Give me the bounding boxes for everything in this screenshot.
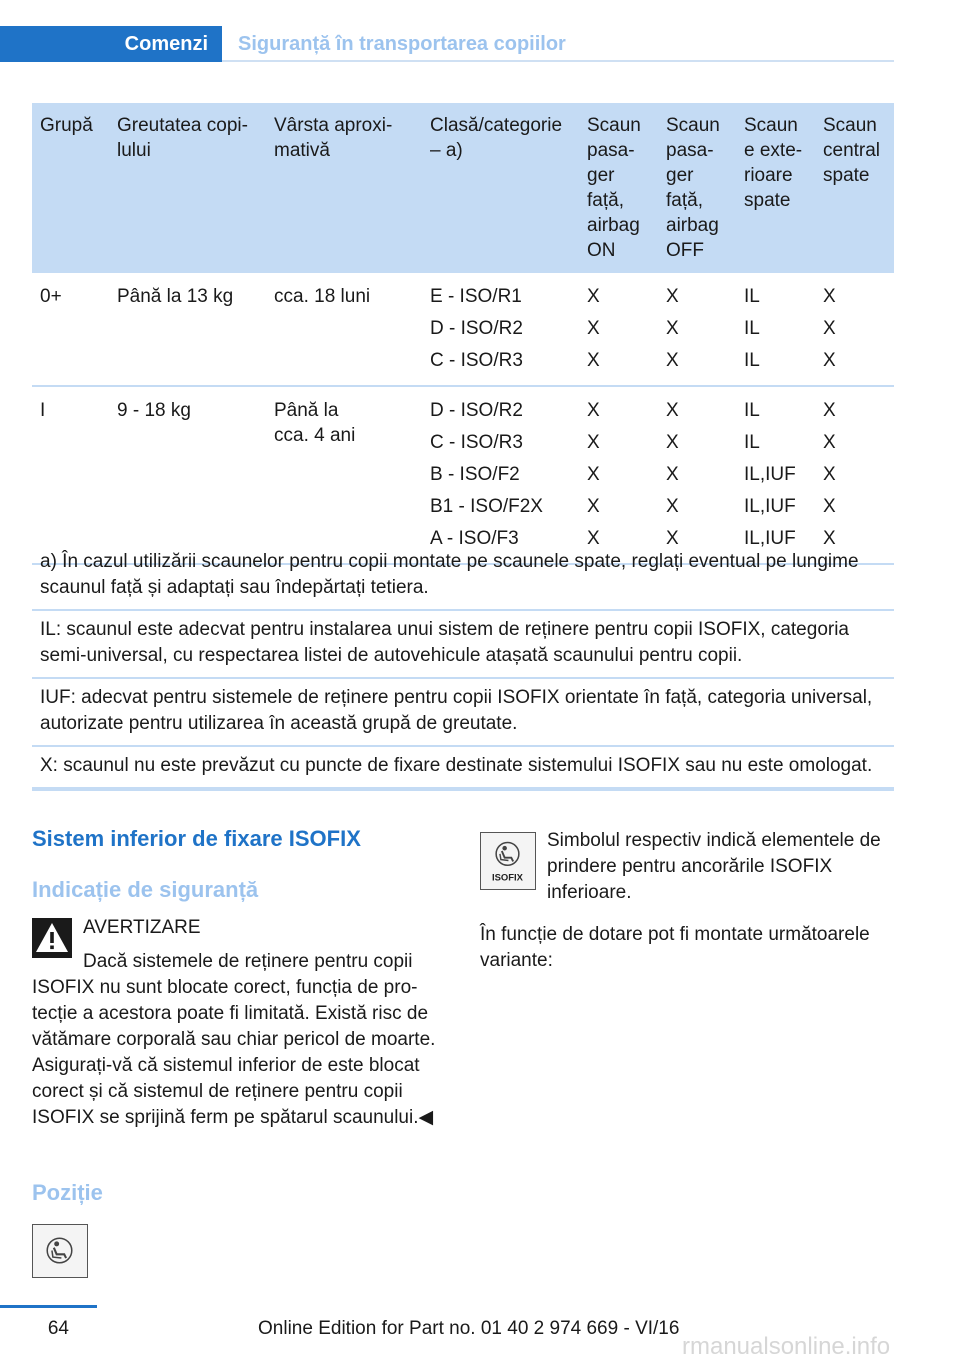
table-row — [32, 386, 894, 564]
cell-value: X — [823, 318, 836, 339]
column-header-line: rioare — [744, 165, 793, 186]
column-header-line: Scaun — [744, 115, 798, 136]
warning-body: Dacă sistemele de reținere pentru copii ISOFIX nu sunt blocate corect, funcția de protecție a acestora poate fi limitată. Există risc de vătămare corporală sau chiar pericol de moarte. Asigurați-vă că sistemul inferior de este blocat corect și că sistemul de reținere pentru copii ISOFIX se sprijină ferm pe spătarul scaunului.◀ — [32, 951, 436, 1128]
column-header-line: spate — [823, 165, 870, 186]
class-cell — [422, 386, 579, 564]
variants-text: În funcție de dotare pot fi montate următoarele variante: — [480, 924, 870, 971]
cell-value: X — [587, 528, 600, 549]
column-header-line: pasa- — [666, 140, 714, 161]
cell-value: IL — [744, 432, 760, 453]
column-header-line: față, — [587, 190, 624, 211]
table-notes — [32, 543, 894, 791]
column-header — [266, 103, 422, 273]
column-header-line: airbag — [587, 215, 640, 236]
column-header-line: Vârsta aproxi- — [274, 115, 393, 136]
cell-value: B1 - ISO/F2X — [430, 496, 543, 517]
column-header-line: Greutatea copi- — [117, 115, 248, 136]
column-header-line: ON — [587, 240, 616, 261]
cell-value: IL — [744, 350, 760, 371]
cell-value: IL,IUF — [744, 496, 796, 517]
warning-title: AVERTIZARE — [83, 917, 201, 938]
safety-subheading: Indicație de siguranță — [32, 877, 259, 902]
weight-cell: Până la 13 kg — [109, 273, 266, 386]
cell-value: X — [666, 528, 679, 549]
child-seat-icon — [32, 1224, 88, 1278]
rear-center-cell — [815, 386, 894, 564]
column-header — [658, 103, 736, 273]
column-header — [736, 103, 815, 273]
note-iuf: IUF: adecvat pentru sistemele de reținere pentru copii ISOFIX orientate în față, categoria universal, autorizate pentru utilizarea în această grupă de greutate. — [32, 679, 894, 747]
cell-value: X — [587, 464, 600, 485]
cell-value: IL — [744, 286, 760, 307]
svg-text:ISOFIX: ISOFIX — [492, 872, 523, 884]
note-il: IL: scaunul este adecvat pentru instalarea unui sistem de reținere pentru copii ISOFIX, categoria semi-universal, cu respectarea listei de autovehicule atașată scaunului pentru copii. — [32, 611, 894, 679]
column-header-line: Clasă/categorie — [430, 115, 563, 136]
rear-outer-cell — [736, 386, 815, 564]
cell-value: X — [823, 350, 836, 371]
cell-value: IL,IUF — [744, 528, 796, 549]
cell-value: X — [666, 318, 679, 339]
cell-value: X — [666, 350, 679, 371]
cell-value: X — [823, 400, 836, 421]
cell-value: X — [666, 286, 679, 307]
column-header-line: față, — [666, 190, 703, 211]
cell-value: X — [823, 496, 836, 517]
cell-value: IL — [744, 400, 760, 421]
column-header-line: lului — [117, 140, 151, 161]
cell-value: X — [823, 432, 836, 453]
cell-value: X — [587, 496, 600, 517]
table-row — [32, 273, 894, 386]
cell-value: X — [587, 432, 600, 453]
column-header — [579, 103, 658, 273]
table-header-row — [32, 103, 894, 273]
isofix-symbol-text: Simbolul respectiv indică elementele de prindere pentru ancorările ISOFIX inferioare. — [547, 830, 881, 903]
column-header-line: Scaun — [666, 115, 720, 136]
cell-value: X — [666, 464, 679, 485]
cell-value: IL — [744, 318, 760, 339]
isofix-table — [32, 103, 894, 565]
column-header — [109, 103, 266, 273]
section-heading: Sistem inferior de fixare ISOFIX — [32, 826, 361, 851]
position-subheading: Poziție — [32, 1180, 103, 1205]
cell-value: X — [823, 464, 836, 485]
watermark: rmanualsonline.info — [682, 1333, 891, 1360]
cell-value: X — [666, 432, 679, 453]
cell-value: IL,IUF — [744, 464, 796, 485]
age-line: cca. 18 luni — [274, 286, 371, 307]
cell-value: B - ISO/F2 — [430, 464, 520, 485]
page-number: 64 — [47, 1318, 69, 1339]
cell-value: C - ISO/R3 — [430, 432, 523, 453]
chapter-tab[interactable]: Comenzi — [0, 26, 222, 62]
cell-value: D - ISO/R2 — [430, 318, 523, 339]
column-header-line: – a) — [430, 140, 463, 161]
edition-text: Online Edition for Part no. 01 40 2 974 669 - VI/16 — [258, 1318, 680, 1339]
page-header — [0, 26, 960, 62]
cell-value: X — [823, 286, 836, 307]
column-header-line: Scaun — [823, 115, 877, 136]
cell-value: X — [587, 286, 600, 307]
column-header-line: ger — [587, 165, 615, 186]
column-header-line: spate — [744, 190, 791, 211]
note-a: a) În cazul utilizării scaunelor pentru copii montate pe scaunele spate, reglați eventual pe lungime scaunul față și adaptați sau îndepărtați tetiera. — [32, 543, 894, 611]
column-header-line: mativă — [274, 140, 330, 161]
weight-cell: 9 - 18 kg — [109, 386, 266, 564]
cell-value: A - ISO/F3 — [430, 528, 519, 549]
front-airbag-off-cell — [658, 386, 736, 564]
cell-value: X — [587, 400, 600, 421]
column-header-line: airbag — [666, 215, 719, 236]
header-rule — [222, 60, 894, 62]
column-header-line: Scaun — [587, 115, 641, 136]
rear-outer-cell — [736, 273, 815, 386]
age-line: cca. 4 ani — [274, 425, 356, 446]
column-header-line: e exte- — [744, 140, 803, 161]
column-header-line: central — [823, 140, 881, 161]
column-header — [422, 103, 579, 273]
age-cell — [266, 386, 422, 564]
group-cell: 0+ — [32, 273, 109, 386]
section-title[interactable]: Siguranță în transportarea copiilor — [238, 33, 566, 55]
front-airbag-on-cell — [579, 386, 658, 564]
isofix-symbol-icon — [480, 832, 536, 890]
group-cell: I — [32, 386, 109, 564]
cell-value: X — [587, 350, 600, 371]
rear-center-cell — [815, 273, 894, 386]
front-airbag-off-cell — [658, 273, 736, 386]
cell-value: C - ISO/R3 — [430, 350, 523, 371]
cell-value: X — [666, 400, 679, 421]
class-cell — [422, 273, 579, 386]
column-header — [32, 103, 109, 273]
cell-value: D - ISO/R2 — [430, 400, 523, 421]
column-header-line: OFF — [666, 240, 704, 261]
note-x: X: scaunul nu este prevăzut cu puncte de fixare destinate sistemului ISOFIX sau nu este omologat. — [32, 747, 894, 791]
column-header-line: Grupă — [40, 115, 93, 136]
column-header — [815, 103, 894, 273]
cell-value: X — [823, 528, 836, 549]
age-cell — [266, 273, 422, 386]
column-header-line: pasa- — [587, 140, 635, 161]
cell-value: X — [666, 496, 679, 517]
front-airbag-on-cell — [579, 273, 658, 386]
column-header-line: ger — [666, 165, 694, 186]
cell-value: E - ISO/R1 — [430, 286, 522, 307]
age-line: Până la — [274, 400, 339, 421]
page-number-rule — [0, 1305, 97, 1308]
cell-value: X — [587, 318, 600, 339]
